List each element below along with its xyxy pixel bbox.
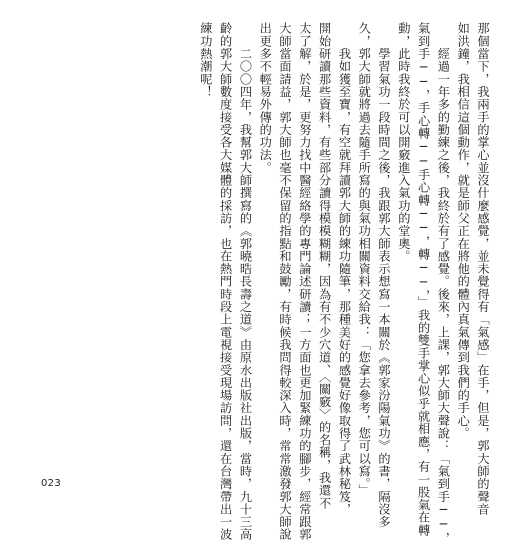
text-line-10: 太了解，於是，更努力找中醫經絡學的專門論述研讀；一方面也更加緊練功的腳步，經常跟郭	[297, 22, 312, 541]
text-line-9: 開始研讀那些資料，有些部分讀得模模糊糊，因為有不少穴道、〈關竅〉的名稱，我還不	[317, 22, 332, 510]
text-line-11: 大師當面請益，郭大師也毫不保留的指點和鼓勵，有時候我問得較深入時，常常激發郭大師說	[278, 22, 293, 541]
text-line-15: 練功熱潮呢！	[198, 22, 213, 98]
text-line-5: 動，此時我終於可以開竅進入氣功的堂奧。	[396, 22, 411, 263]
text-line-1: 那個當下，我兩手的掌心並沒什麼感覺，並未覺得有「氣感」在手，但是，郭大師的聲音	[476, 22, 490, 516]
text-line-12: 出更多不輕易外傳的功法。	[258, 22, 273, 174]
text-line-6: 學習氣功一段時間之後，我跟郭大師表示想寫一本關於《郭家汾陽氣功》的書，隔沒多	[377, 22, 392, 528]
page-number: 023	[41, 478, 61, 489]
text-line-7: 久，郭大師就將過去隨手所寫的與氣功相關資料交給我：「您拿去參考，您可以寫。」	[357, 22, 372, 497]
text-line-8: 我如獲至寶，有空就拜讀郭大師的練功隨筆，那種美好的感覺好像取得了武林秘笈，	[337, 22, 352, 516]
text-line-13: 二〇〇四年，我幫郭大師撰寫的《郭曉晧長壽之道》由原水出版社出版，當時，九十三高	[238, 22, 253, 541]
text-line-4: 氣到手──，手心轉──手心轉──，轉──，」我的雙手掌心似乎就相應，有一股氣在轉	[416, 22, 431, 537]
text-line-14: 齡的郭大師數度接受各大媒體的採訪，也在熱門時段上電視接受現場訪問，還在台灣帶出一波	[218, 22, 233, 541]
text-line-3: 經過一年多的勤練之後，我終於有了感覺。後來，上課，郭大師大聲說：「氣到手──，	[436, 22, 451, 544]
body-text	[195, 22, 492, 544]
text-line-2: 如洪鐘，我相信這個動作，就是師父正在將他的體內真氣傳到我們的手心。	[456, 22, 471, 440]
